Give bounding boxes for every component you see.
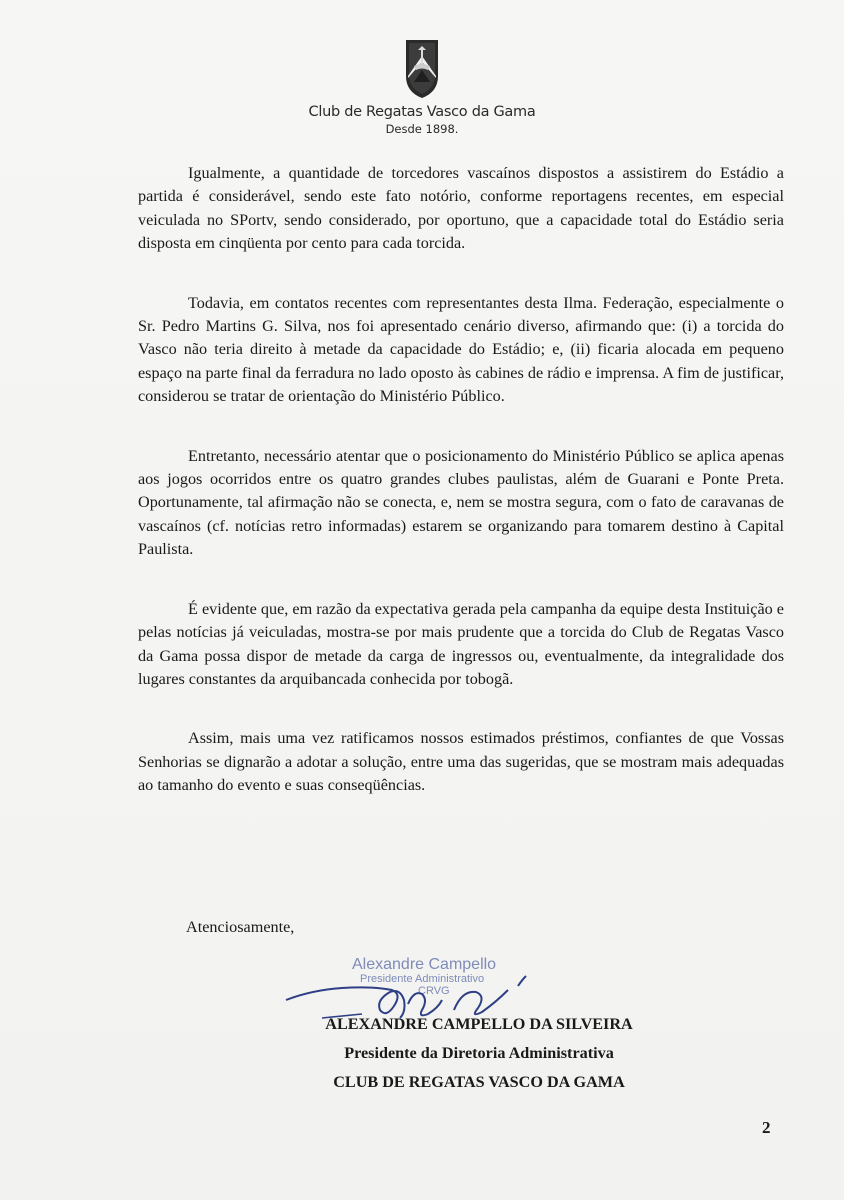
paragraph: Assim, mais uma vez ratificamos nossos estimados préstimos, confiantes de que Vossas Senhorias se dignarão a adotar a solução, entre uma das sugeridas, que se mostram mais adequadas ao tamanho do evento e suas conseqüências. <box>138 729 784 795</box>
paragraph: É evidente que, em razão da expectativa gerada pela campanha da equipe desta Instituição e pelas notícias já veiculadas, mostra-se por mais prudente que a torcida do Club de Regatas Vasco da Gama possa dispor de metade da carga de ingressos ou, eventualmente, da integralidade dos lugares constantes da arquibancada conhecida por tobogã. <box>138 599 784 688</box>
letterhead <box>0 36 844 136</box>
letter-body <box>138 162 784 834</box>
stamp-role: Presidente Administrativo <box>360 973 485 985</box>
club-name: Club de Regatas Vasco da Gama <box>308 104 536 120</box>
paragraph: Igualmente, a quantidade de torcedores vascaínos dispostos a assistirem do Estádio a partida é considerável, sendo este fato notório, conforme reportagens recentes, em especial veiculada no SPortv, sendo considerado, por oportuno, que a capacidade total do Estádio seria disposta em cinqüenta por cento para cada torcida. <box>138 164 784 253</box>
stamp-name: Alexandre Campello <box>352 956 497 973</box>
signatory-title: Presidente da Diretoria Administrativa <box>344 1044 614 1062</box>
club-crest-icon <box>400 36 444 100</box>
stamp-org: CRVG <box>418 985 450 997</box>
signatory-block <box>254 1010 704 1097</box>
paragraph: Todavia, em contatos recentes com representantes desta Ilma. Federação, especialmente o Sr. Pedro Martins G. Silva, nos foi apresentado cenário diverso, afirmando que: (i) a torcida do Vasco não teria direito à metade da capacidade do Estádio; e, (ii) ficaria alocada em pequeno espaço na parte final da ferradura no lado oposto às cabines de rádio e imprensa. A fim de justificar, considerou se tratar de orientação do Ministério Público. <box>138 293 784 406</box>
paragraph: Entretanto, necessário atentar que o posicionamento do Ministério Público se aplica apenas aos jogos ocorridos entre os quatro grandes clubes paulistas, além de Guarani e Ponte Preta. Oportunamente, tal afirmação não se conecta, e, nem se mostra segura, com o fato de caravanas de vascaínos (cf. notícias retro informadas) estarem se organizando para tomarem destino à Capital Paulista. <box>138 446 784 559</box>
signatory-name: ALEXANDRE CAMPELLO DA SILVEIRA <box>325 1015 633 1033</box>
signatory-organization: CLUB DE REGATAS VASCO DA GAMA <box>333 1073 625 1091</box>
club-founding-year: Desde 1898. <box>385 122 459 136</box>
page-number: 2 <box>762 1118 771 1137</box>
closing-salutation: Atenciosamente, <box>186 918 295 936</box>
